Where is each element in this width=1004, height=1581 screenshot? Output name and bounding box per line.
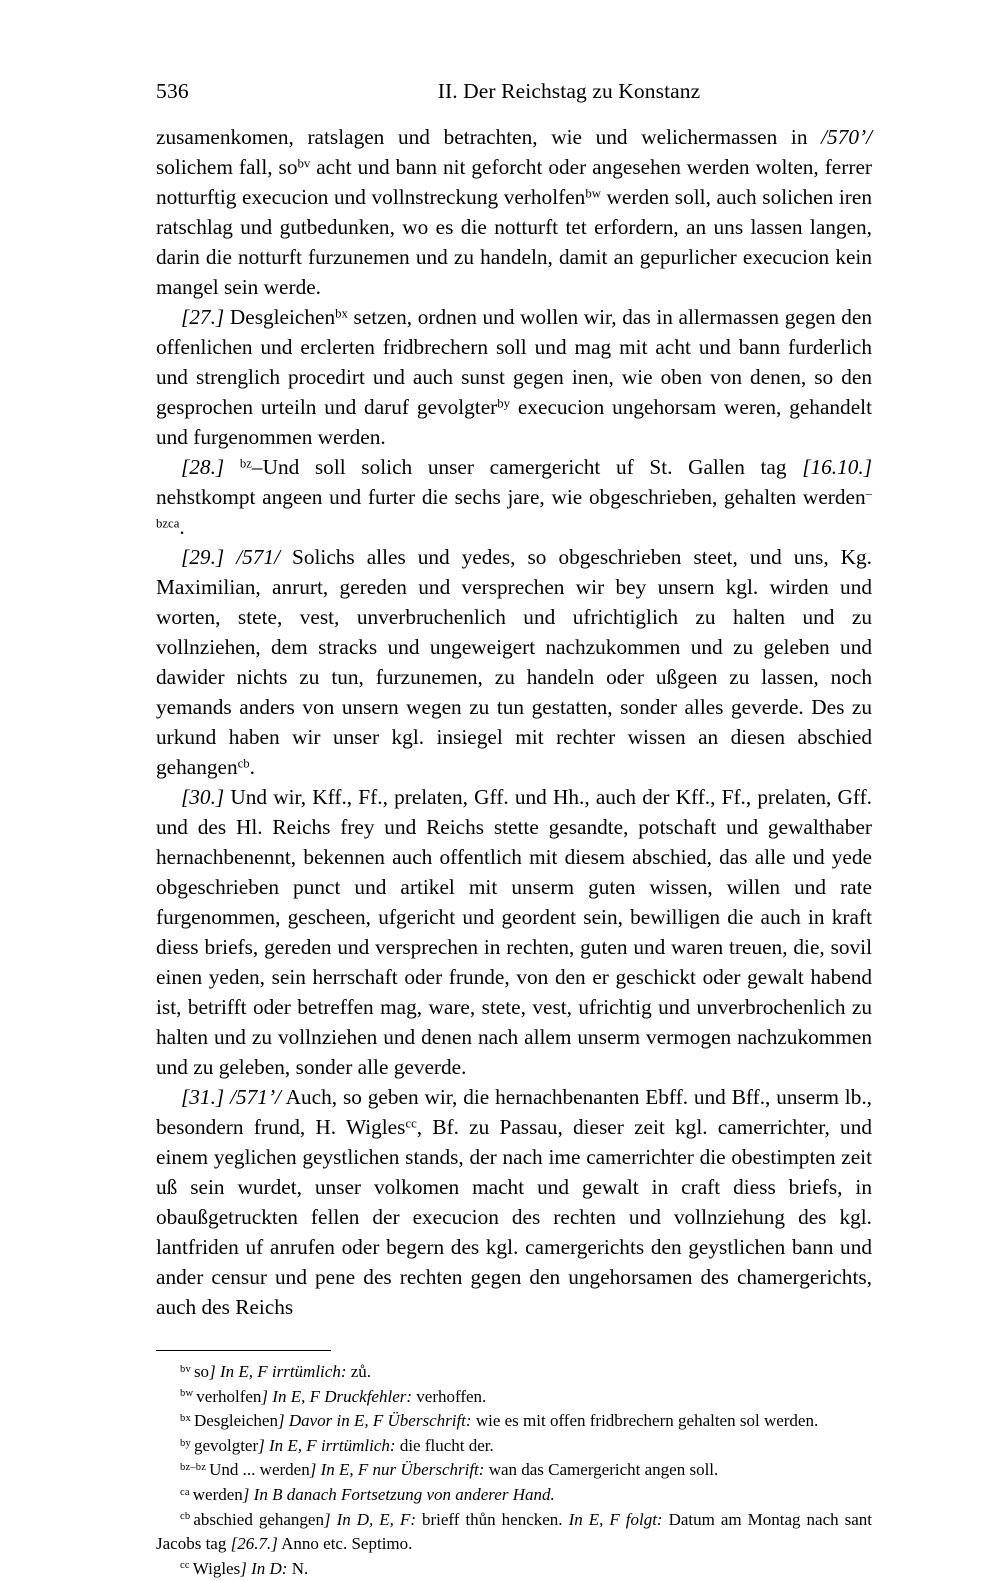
fn-cb xyxy=(156,1508,872,1557)
text-run: die flucht der. xyxy=(395,1435,494,1455)
italic-run: /571’/ xyxy=(230,1085,281,1109)
footnote-marker: bx xyxy=(335,306,348,321)
text-run: nehstkompt angeen und furter die sechs jare, wie obgeschrieben, gehalten werden xyxy=(156,485,866,509)
italic-run: In B danach Fortsetzung von anderer Hand. xyxy=(253,1484,555,1504)
italic-run: ] xyxy=(277,1411,285,1431)
text-run: Und wir, Kff., Ff., prelaten, Gff. und Hh., auch der Kff., Ff., prelaten, Gff. und des Hl. Reichs frey und Reichs stette gesandte, potschaft und gewalthaber hernachbenennt, bekennen auch offentlich mit diesem abschied, das alle und yede obgeschrieben punct und artikel mit unserm guten wissen, willen und rate furgenommen, gescheen, ufgericht und geordent sein, bewilligen die auch in kraft diess briefs, gereden und versprechen in rechten, guten und waren treuen, die, sovil einen yeden, sein herrschaft oder frunde, von den er geschickt oder gewalt habend ist, betrifft oder betreffen mag, ware, stete, vest, ufrichtig und unverbrochenlich zu halten und zu vollnziehen und denen nach allem unserm vermogen nachzukommen und zu geleben, sonder alle geverde. xyxy=(156,785,872,1079)
text-run: so xyxy=(193,1362,210,1381)
para-27 xyxy=(156,302,872,452)
body-text xyxy=(156,122,872,1322)
footnote-label: bw xyxy=(180,1388,194,1400)
text-run: werden xyxy=(192,1484,243,1504)
fn-by xyxy=(156,1434,872,1459)
fn-bx xyxy=(156,1409,872,1434)
italic-run: In E, F irrtümlich: xyxy=(269,1435,396,1455)
running-head xyxy=(156,74,872,108)
fn-bz xyxy=(156,1458,872,1483)
italic-run: ] xyxy=(261,1386,269,1406)
footnote-label: cc xyxy=(180,1560,190,1572)
text-run: Und ... werden xyxy=(209,1460,310,1480)
footnote-marker: bw xyxy=(585,186,601,201)
text-run: Datum am Montag nach sant Jacobs tag xyxy=(156,1509,873,1554)
text-run: acht und bann nit geforcht oder angesehen werden wolten, ferrer notturftig execucion und vollnstreckung verholfen xyxy=(156,155,872,209)
italic-run: [28.] xyxy=(181,455,225,479)
text-run: zů. xyxy=(346,1362,372,1381)
text-run: , Bf. zu Passau, dieser zeit kgl. camerrichter, und einem yeglichen geystlichen stands, der nach ime camerrichter die obestimpten zeit uß sein wurdet, unser volkomen macht und gewalt in craft diess briefs, in obaußgetruckten fellen der execucion des rechten und vollnziehung des kgl. lantfriden uf anrufen oder begern des kgl. camergerichts den geystlichen bann und ander censur und pene des rechten gegen den ungehorsamen des chamergerichts, auch des Reichs xyxy=(156,1115,872,1319)
text-run: abschied gehangen xyxy=(193,1509,324,1529)
fn-ca xyxy=(156,1483,872,1508)
footnote-marker: –bzca xyxy=(156,486,872,531)
text-run: zusamenkomen, ratslagen und betrachten, wie und welichermassen in xyxy=(156,125,822,149)
text-run: solichem fall, so xyxy=(156,155,298,179)
italic-run: In E, F Druckfehler: xyxy=(272,1386,413,1406)
italic-run: In D, E, F: xyxy=(336,1509,416,1529)
para-28 xyxy=(156,452,872,542)
running-head-title: II. Der Reichstag zu Konstanz xyxy=(437,79,701,103)
footnote-marker: bv xyxy=(297,156,311,171)
fn-bw xyxy=(156,1385,872,1410)
footnote-label: ca xyxy=(180,1486,190,1498)
italic-run: In E, F nur Überschrift: xyxy=(320,1460,485,1480)
footnote-separator-rule xyxy=(156,1350,331,1351)
page-number: 536 xyxy=(156,79,189,103)
para-opening xyxy=(156,122,872,302)
footnote-marker: bz xyxy=(239,456,252,471)
footnote-marker: by xyxy=(497,396,511,411)
text-run: . xyxy=(179,515,185,539)
text-run: execucion ungehorsam weren, gehandelt und furgenommen werden. xyxy=(156,395,872,449)
italic-run: In D: xyxy=(251,1558,288,1578)
footnote-label: bv xyxy=(180,1363,191,1375)
italic-run: /570’/ xyxy=(821,125,872,149)
text-run: verholfen xyxy=(196,1386,262,1406)
footnote-apparatus xyxy=(156,1360,872,1581)
text-run: Auch, so geben wir, die hernachbenanten Ebff. und Bff., unserm lb., besondern frund, H. Wigles xyxy=(156,1085,873,1139)
text-run: brieff thůn hencken. xyxy=(416,1509,569,1529)
italic-run: [30.] xyxy=(181,785,225,809)
italic-run: ] xyxy=(209,1362,216,1381)
text-run: . xyxy=(249,755,255,779)
text-run: –Und soll solich unser camergericht uf St. Gallen tag xyxy=(251,455,803,479)
footnote-marker: cc xyxy=(405,1116,417,1131)
italic-run: In E, F irrtümlich: xyxy=(219,1362,347,1381)
text-run: wie es mit offen fridbrechern gehalten sol werden. xyxy=(471,1411,819,1431)
text-run: Wigles xyxy=(192,1558,241,1578)
italic-run: [29.] xyxy=(181,545,225,569)
italic-run: ] xyxy=(323,1509,331,1529)
footnote-label: bz–bz xyxy=(180,1462,207,1474)
text-run: N. xyxy=(287,1558,309,1578)
italic-run: [31.] xyxy=(181,1085,225,1109)
para-29 xyxy=(156,542,872,782)
fn-cc xyxy=(156,1557,872,1581)
italic-run: [27.] xyxy=(181,305,225,329)
text-run: setzen, ordnen und wollen wir, das in allermassen gegen den offenlichen und erclerten fridbrechern soll und mag mit acht und bann furderlich und strenglich procedirt und auch sunst gegen inen, wie oben von denen, so den gesprochen urteiln und daruf gevolgter xyxy=(156,305,872,419)
italic-run: [26.7.] xyxy=(230,1534,278,1554)
italic-run: Davor in E, F Überschrift: xyxy=(288,1411,472,1431)
text-run xyxy=(224,545,236,569)
text-run: verhoffen. xyxy=(412,1386,487,1406)
italic-run: ] xyxy=(309,1460,317,1480)
text-run: gevolgter xyxy=(193,1435,259,1455)
italic-run: /571/ xyxy=(236,545,280,569)
italic-run: ] xyxy=(240,1558,247,1578)
footnote-label: cb xyxy=(180,1511,191,1523)
italic-run: ] xyxy=(258,1435,265,1455)
text-run: werden soll, auch solichen iren ratschlag und gutbedunken, wo es die notturft tet erfordern, an uns lassen langen, darin die notturft furzunemen und zu handeln, damit an gepurlicher execucion kein mangel sein werde. xyxy=(156,185,872,299)
italic-run: ] xyxy=(242,1484,250,1504)
italic-run: In E, F folgt: xyxy=(568,1509,663,1529)
footnote-marker: cb xyxy=(237,756,250,771)
text-run: Anno etc. Septimo. xyxy=(277,1534,413,1554)
footnote-label: bx xyxy=(180,1412,191,1424)
text-run: wan das Camergericht angen soll. xyxy=(484,1460,719,1480)
text-run xyxy=(224,455,240,479)
footnote-label: by xyxy=(180,1437,191,1449)
text-run: Desgleichen xyxy=(224,305,336,329)
para-31 xyxy=(156,1082,872,1322)
text-run: Desgleichen xyxy=(193,1411,278,1431)
text-run: Solichs alles und yedes, so obgeschrieben steet, und uns, Kg. Maximilian, anrurt, gereden und versprechen wir bey unsern kgl. wirden und worten, stete, vest, unverbruchenlich und ufrichtiglich zu halten und zu vollnziehen, dem stracks und ungeweigert nachzukommen und zu geleben und dawider nichts zu tun, furzunemen, zu handeln oder ußgeen zu lassen, noch yemands anders von unsern wegen zu tun gestatten, sonder alles geverde. Des zu urkund haben wir unser kgl. insiegel mit rechter wissen an diesen abschied gehangen xyxy=(156,545,872,779)
fn-bv xyxy=(156,1360,872,1385)
italic-run: [16.10.] xyxy=(802,455,873,479)
page-content xyxy=(156,74,872,1581)
para-30 xyxy=(156,782,872,1082)
